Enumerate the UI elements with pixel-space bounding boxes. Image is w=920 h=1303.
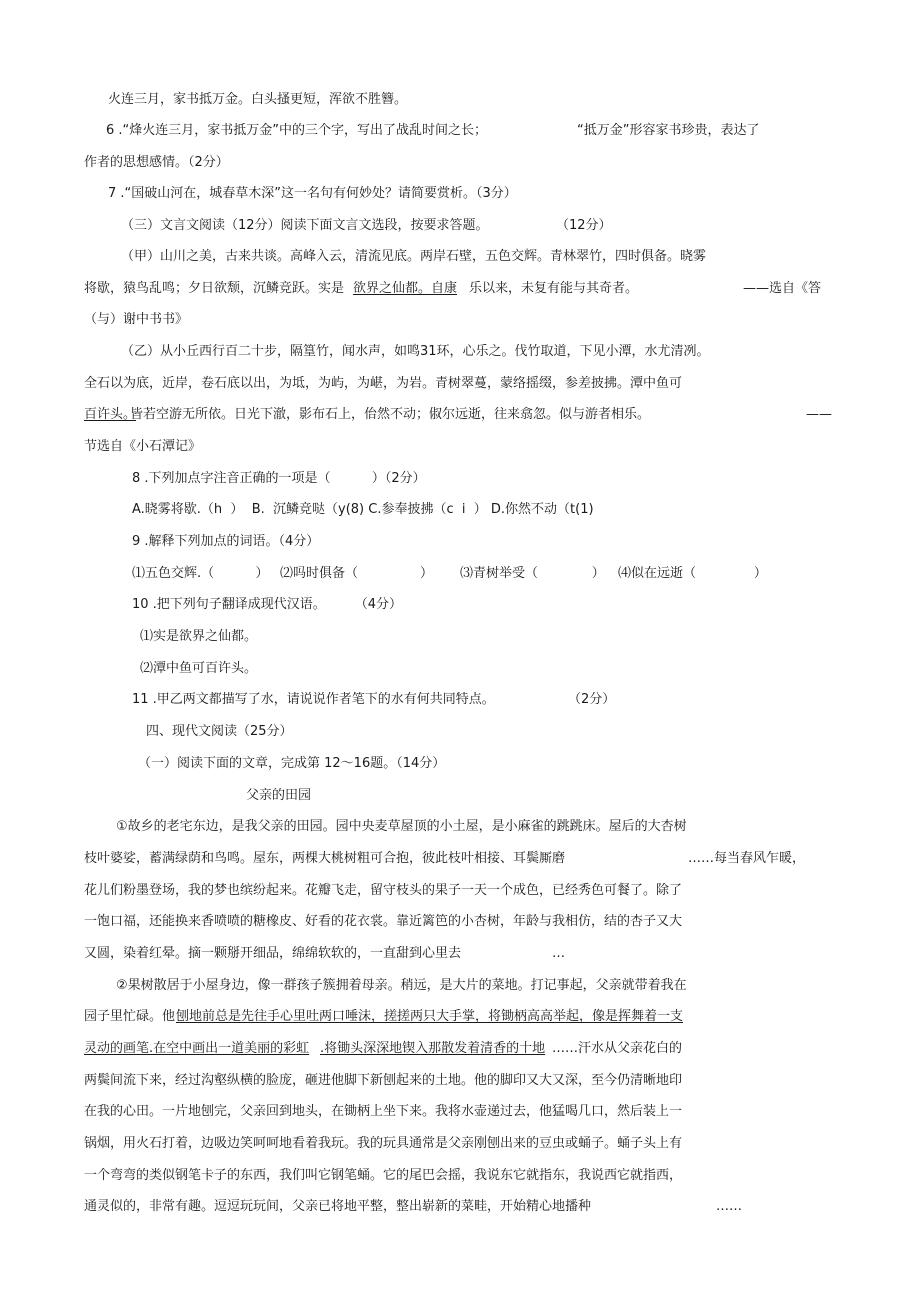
section-3-score: （12分） (556, 218, 612, 233)
article-para-2-line-2: 园子里忙碌。他 (84, 1009, 176, 1024)
article-title: 父亲的田园 (246, 788, 312, 803)
section-4-part-1: （一）阅读下面的文章，完成第 12～16题。（14分） (138, 756, 446, 771)
question-6: 6 .“烽火连三月，家书抵万金”中的三个字，写出了战乱时间之长； (106, 123, 488, 138)
question-7: 7 .“国破山河在，城春草木深”这一名句有何妙处？请简要赏析。（3分） (108, 186, 517, 201)
question-9-item-4: ⑷似在远逝（ ） (618, 566, 767, 581)
question-8: 8 .下列加点字注音正确的一项是（ ）（2分） (132, 471, 426, 486)
article-para-2-line-7: 一个弯弯的类似钢笔卡子的东西，我们叫它钢笔蛹。它的尾巴会摇，我说东它就指东，我说西它就指西， (84, 1168, 683, 1183)
article-para-2-line-4: 两鬓间流下来，经过沟壑纵横的脸庞，砸进他脚下新刨起来的土地。他的脚印又大又深，至今仍清晰地印 (84, 1073, 683, 1088)
article-para-2-underlined-1: 刨地前总是先往手心里吐两口唾沫，搓搓两只大手掌，将锄柄高高举起，像是挥舞着一支 (176, 1009, 684, 1024)
passage-yi-underlined: 百许头。 (84, 407, 137, 422)
question-11-score: （2分） (568, 692, 616, 707)
question-11: 11 .甲乙两文都描写了水，请说说作者笔下的水有何共同特点。 (132, 692, 495, 707)
article-para-2-line-5: 在我的心田。一片地刨完，父亲回到地头，在锄柄上坐下来。我将水壶递过去，他猛喝几口，然后装上一 (84, 1104, 683, 1119)
section-3-heading: （三）文言文阅读（12分）阅读下面文言文选段，按要求答题。 (121, 218, 489, 233)
article-para-2-underlined-2: 灵动的画笔.在空中画出一道美丽的彩虹 (84, 1041, 310, 1056)
article-para-2: ②果树散居于小屋身边，像一群孩子簇拥着母亲。稍远，是大片的菜地。打记事起，父亲就带着我在 (116, 978, 687, 993)
article-para-2-ellipsis: …… (716, 1199, 742, 1214)
article-para-1: ①故乡的老宅东边，是我父亲的田园。园中央麦草屋顶的小土屋，是小麻雀的跳跳床。屋后的大杏树 (116, 819, 687, 834)
question-10: 10 .把下列句子翻译成现代汉语。 （4分） (132, 597, 403, 612)
passage-jia-underlined: 欲界之仙都。自康 (353, 281, 458, 296)
article-para-1-line-5: 又圆，染着红晕。摘一颗掰开细品，绵绵软软的，一直甜到心里去 (84, 946, 462, 961)
article-para-2-underlined-3: .将锄头深深地锲入那散发着清香的十地 (320, 1041, 546, 1056)
passage-jia: （甲）山川之美，古来共谈。高峰入云，清流见底。两岸石壁，五色交辉。青林翠竹，四时俱备。晓雾 (121, 249, 707, 264)
question-6-cont: “抵万金”形容家书珍贵，表达了 (577, 123, 760, 138)
article-para-1-line-3: 花儿们粉墨登场，我的梦也缤纷起来。花瓣飞走，留守枝头的果子一天一个成色，已经秀色可餐了。除了 (84, 883, 683, 898)
article-para-2-line-6: 锅烟，用火石打着，边吸边笑呵呵地看着我玩。我的玩具通常是父亲刚刨出来的豆虫或蛹子。蛹子头上有 (84, 1136, 683, 1151)
question-10-sentence-1: ⑴实是欲界之仙都。 (140, 629, 258, 644)
passage-yi: （乙）从小丘西行百二十步，隔篁竹，闻水声，如鸣31环，心乐之。伐竹取道，下见小潭，水尤清冽。 (121, 344, 710, 359)
article-para-1-line-4: 一饱口福，还能换来香喷喷的糖橡皮、好看的花衣裳。靠近篱笆的小杏树，年龄与我相仿，结的杏子又大 (84, 914, 683, 929)
article-para-1-line-2b: ……每当春风乍暖， (688, 851, 806, 866)
passage-yi-source: 节选自《小石潭记》 (84, 439, 202, 454)
article-para-2-line-8: 通灵似的，非常有趣。逗逗玩玩间，父亲已将地平整，整出崭新的菜畦，开始精心地播种 (84, 1199, 592, 1214)
passage-jia-source-end: （与）谢中书书》 (84, 312, 189, 327)
question-9-item-3: ⑶青树举受（ ） (460, 566, 605, 581)
question-10-sentence-2: ⑵潭中鱼可百许头。 (140, 661, 258, 676)
passage-yi-3: 皆若空游无所依。日光下澈，影布石上，佁然不动；俶尔远逝，往来翕忽。似与游者相乐。 (130, 407, 651, 422)
passage-jia-source: ——选自《答 (743, 281, 822, 296)
passage-jia-text-2: 乐以来，未复有能与其奇者。 (469, 281, 639, 296)
passage-jia-text: 将歇，猿鸟乱鸣；夕日欲颓，沉鳞竞跃。实是 (84, 281, 345, 296)
passage-yi-dash: —— (806, 407, 832, 422)
article-para-1-ellipsis: … (552, 946, 565, 961)
article-para-1-line-2: 枝叶婆娑，蓄满绿荫和鸟鸣。屋东，两棵大桃树粗可合抱，彼此枝叶相接、耳鬓厮磨 (84, 851, 566, 866)
question-9-item-2: ⑵吗时俱备（ ） (280, 566, 433, 581)
section-4-heading: 四、现代文阅读（25分） (146, 724, 293, 739)
question-9: 9 .解释下列加点的词语。（4分） (132, 534, 320, 549)
question-8-options: A.晓雾将歇.（h ） B. 沉鳞竞哒（y(8) C.参奉披拂（c i ） D.你然不动（t(1) (132, 502, 594, 517)
poem-line: 火连三月，家书抵万金。白头搔更短，浑欲不胜簪。 (108, 92, 408, 107)
question-9-item-1: ⑴五色交辉.（ ） (132, 566, 269, 581)
passage-yi-2: 全石以为底，近岸，卷石底以出，为坻，为屿，为嵁，为岩。青树翠蔓，蒙络摇缀，参差披拂。潭中鱼可 (84, 376, 683, 391)
question-6-end: 作者的思想感情。（2分） (84, 155, 229, 170)
article-para-2-line-3: ……汗水从父亲花白的 (552, 1041, 683, 1056)
